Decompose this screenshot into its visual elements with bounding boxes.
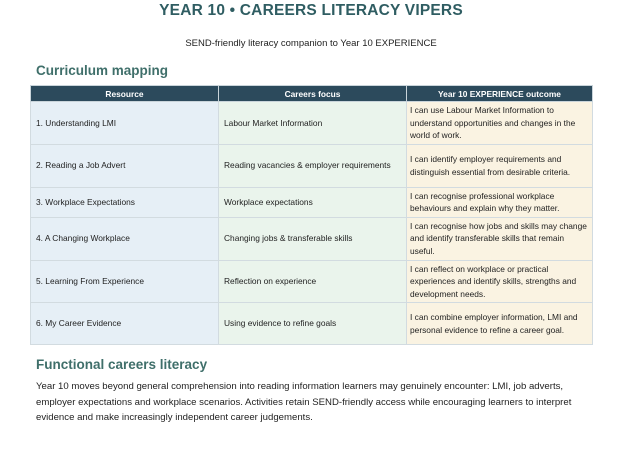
page-subtitle: SEND-friendly literacy companion to Year 10 EXPERIENCE [185,38,437,49]
careers-focus-cell: Changing jobs & transferable skills [219,217,407,260]
careers-focus-cell: Labour Market Information [219,102,407,145]
curriculum-mapping-table [30,85,593,345]
column-header-resource: Resource [31,86,219,102]
careers-focus-cell: Reading vacancies & employer requirements [219,144,407,187]
outcome-cell: I can recognise how jobs and skills may change and identify transferable skills that remain useful. [407,217,593,260]
table-row [31,102,593,145]
curriculum-mapping-heading: Curriculum mapping [36,63,169,78]
functional-careers-literacy-heading: Functional careers literacy [36,357,208,372]
outcome-cell: I can use Labour Market Information to understand opportunities and changes in the world of work. [407,102,593,145]
careers-focus-cell: Using evidence to refine goals [219,303,407,345]
functional-literacy-paragraph: Year 10 moves beyond general comprehension into reading information learners may genuinely encounter: LMI, job adverts, employer expectations and workplace scenarios. Activities retain SEND-friendly access while encouraging learners to interpret evidence and make increasingly independent career judgements. [36,381,572,423]
resource-cell: 4. A Changing Workplace [31,217,219,260]
resource-cell: 1. Understanding LMI [31,102,219,145]
table-row [31,260,593,303]
table-row [31,187,593,217]
page-title: YEAR 10 • CAREERS LITERACY VIPERS [159,2,463,19]
outcome-cell: I can identify employer requirements and distinguish essential from desirable criteria. [407,144,593,187]
outcome-cell: I can reflect on workplace or practical experiences and identify skills, strengths and development needs. [407,260,593,303]
column-header-outcome: Year 10 EXPERIENCE outcome [407,86,593,102]
table-header-row [31,86,593,102]
careers-focus-cell: Reflection on experience [219,260,407,303]
resource-cell: 5. Learning From Experience [31,260,219,303]
careers-focus-cell: Workplace expectations [219,187,407,217]
outcome-cell: I can recognise professional workplace behaviours and explain why they matter. [407,187,593,217]
table-row [31,144,593,187]
table-row [31,303,593,345]
outcome-cell: I can combine employer information, LMI and personal evidence to refine a career goal. [407,303,593,345]
resource-cell: 3. Workplace Expectations [31,187,219,217]
column-header-careers-focus: Careers focus [219,86,407,102]
resource-cell: 2. Reading a Job Advert [31,144,219,187]
table-row [31,217,593,260]
resource-cell: 6. My Career Evidence [31,303,219,345]
